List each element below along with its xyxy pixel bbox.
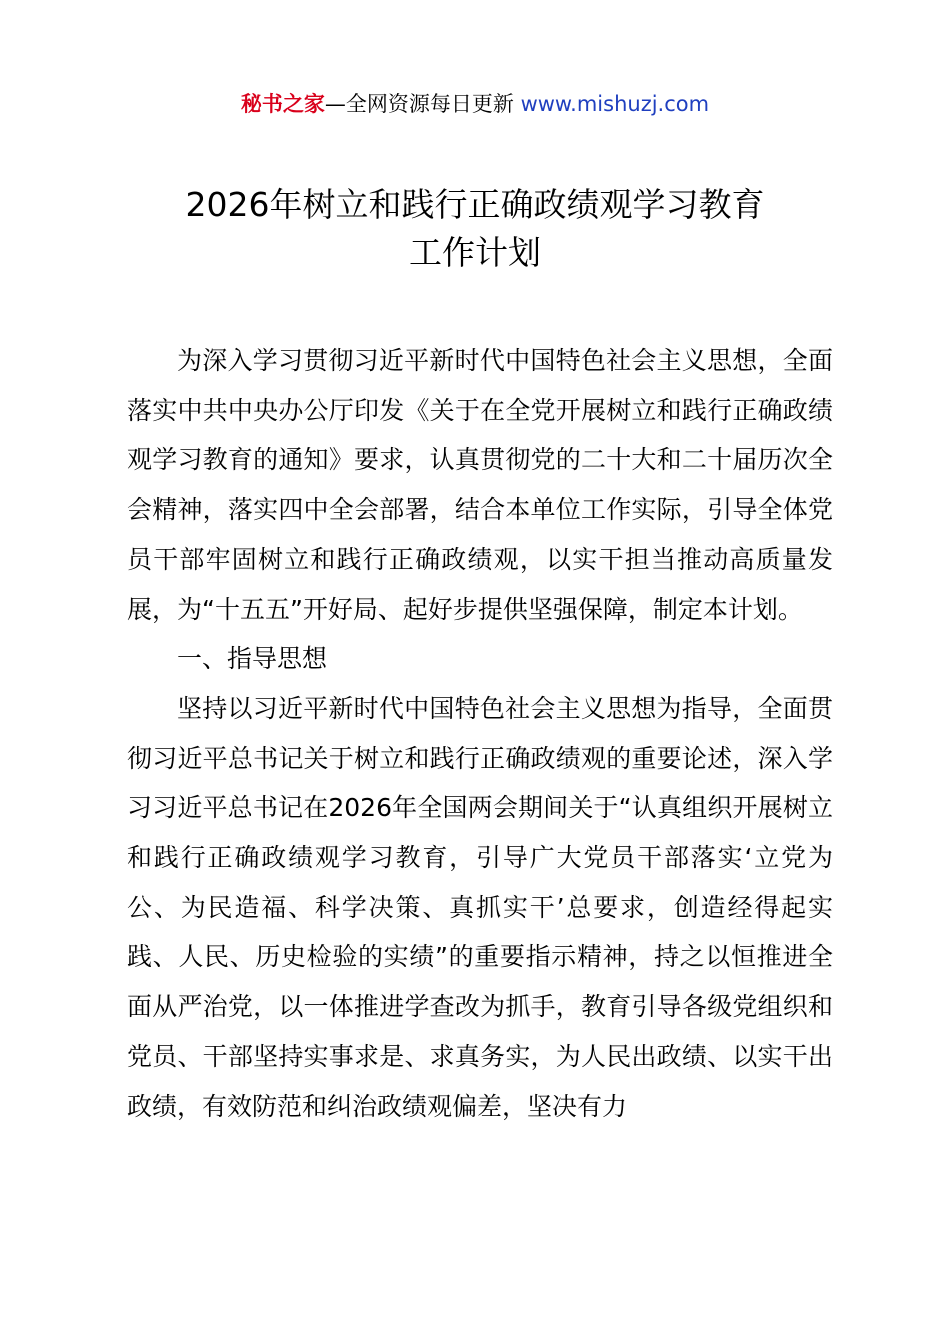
document-body bbox=[127, 336, 833, 1131]
site-slogan: —全网资源每日更新 bbox=[324, 92, 521, 116]
intro-paragraph: 为深入学习贯彻习近平新时代中国特色社会主义思想，全面落实中共中央办公厅印发《关于在全党开展树立和践行正确政绩观学习教育的通知》要求，认真贯彻党的二十大和二十届历次全会精神，落实四中全会部署，结合本单位工作实际，引导全体党员干部牢固树立和践行正确政绩观，以实干担当推动高质量发展，为“十五五”开好局、起好步提供坚强保障，制定本计划。 bbox=[127, 346, 833, 624]
site-url-link[interactable]: www.mishuzj.com bbox=[520, 92, 710, 116]
section-heading-guiding-ideology: 一、指导思想 bbox=[177, 644, 328, 674]
title-line-2: 工作计划 bbox=[409, 233, 541, 272]
site-brand: 秘书之家 bbox=[240, 92, 325, 116]
guiding-ideology-paragraph: 坚持以习近平新时代中国特色社会主义思想为指导，全面贯彻习近平总书记关于树立和践行正确政绩观的重要论述，深入学习习近平总书记在2026年全国两会期间关于“认真组织开展树立和践行正确政绩观学习教育，引导广大党员干部落实‘立党为公、为民造福、科学决策、真抓实干’总要求，创造经得起实践、人民、历史检验的实绩”的重要指示精神，持之以恒推进全面从严治党，以一体推进学查改为抓手，教育引导各级党组织和党员、干部坚持实事求是、求真务实，为人民出政绩、以实干出政绩，有效防范和纠治政绩观偏差，坚决有力 bbox=[127, 693, 833, 1121]
title-line-1: 2026年树立和践行正确政绩观学习教育 bbox=[185, 185, 765, 224]
site-header bbox=[0, 88, 950, 120]
document-title bbox=[0, 181, 950, 277]
